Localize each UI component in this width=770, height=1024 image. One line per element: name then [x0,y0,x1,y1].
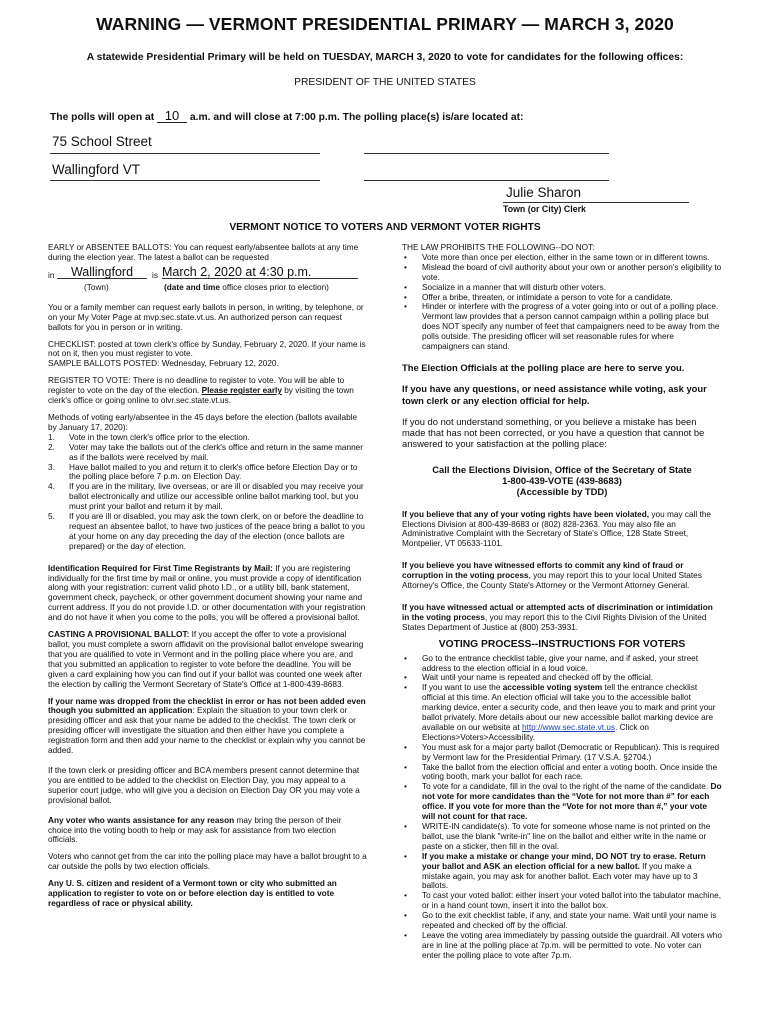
prohibits-title: THE LAW PROHIBITS THE FOLLOWING--DO NOT: [402,243,595,252]
prohibits-text: Vote more than once per election, either in the same town or in different towns. [422,252,710,262]
polls-suffix: a.m. and will close at 7:00 p.m. The polling place(s) is/are located at: [189,112,524,123]
voting-step-text: Go to the exit checklist table, if any, and state your name. Wait until your name is repeated and checked off by the official. [422,911,717,931]
methods-item [48,433,367,443]
voting-step [402,891,722,911]
prohibits-text: Socialize in a manner that will disturb other voters. [422,282,606,292]
location-underline-1 [50,153,320,154]
bullet-icon: • [404,742,407,752]
bullet-icon: • [404,762,407,772]
sample-ballots-text: SAMPLE BALLOTS POSTED: Wednesday, February 12, 2020. [48,359,279,369]
notice-title: VERMONT NOTICE TO VOTERS AND VERMONT VOTER RIGHTS [229,222,541,233]
methods-number: 2. [48,442,55,452]
voting-step-text: WRITE-IN candidate(s). To vote for someone whose name is not printed on the ballot, use the blank "write-in" line on the ballot and either write in the name or paste on a sticker, then fill in the oval. [422,822,711,851]
discrimination-body: , you may report this to the Civil Rights Division of the United States Department of Justice at (800) 253-3931. [402,612,707,632]
register-part-c: by visiting the town clerk's office or going online to olvr.sec.state.vt.us. [48,386,354,406]
identification-body: If you are registering individually for the first time by mail or online, you must provide a copy of identification along with your registration: current valid photo I.D., or a utility bill, bank statement, government check, paycheck, or other government document showing your name and current address. If you do not provide I.D. or other documentation with your registration and do not have it when you come to the polls, you will be offered a provisional ballot. [48,563,366,623]
intro-text: A statewide Presidential Primary will be held on TUESDAY, MARCH 3, 2020 to vote for candidates for the following offices: [86,52,684,63]
dropped-text [48,697,367,756]
methods-text: If you are ill or disabled, you may ask the town clerk, on or before the deadline to request an absentee ballot, to have two justices of the peace bring a ballot to you at your home on any day preceding the day of the election (once ballots are prepared) or the day of election. [69,512,365,551]
is-word: is [152,270,158,280]
register-text [48,376,367,406]
assistance-heading: Any voter who wants assistance for any reason [48,815,235,825]
deadline-row [48,264,367,283]
voting-step-text: To cast your voted ballot: either insert your voted ballot into the tabulator machine, or in a hand count town, insert it into the ballot box. [422,891,722,911]
prohibits-item [402,293,722,303]
voting-step-text: Leave the voting area immediately by passing outside the guardrail. All voters who are in line at the polling place at 7p.m. will be permitted to vote. No voter can enter the polling place to vote after 7p.m. [422,930,722,960]
bullet-icon: • [404,252,407,262]
rights-violated-text [402,510,722,550]
voting-step-text: tell the entrance checklist official at this time. An election official will take you to the accessible ballot marking device, enter a security code, and then leave you to mark and print your ballot privately. More details about our new accessible ballot marking device are available on our website at [422,683,716,732]
location-underline-2 [364,153,609,154]
register-part-a: REGISTER TO VOTE: There is no deadline to register to vote. You will be able to register to vote on the day of the election. [48,376,345,396]
voting-step [402,782,722,822]
not-understand-text: If you do not understand something, or you believe a mistake has been made that has not been corrected, or you have a question that cannot be answered to your satisfaction at the polling place: [402,415,705,450]
left-column [48,243,367,916]
methods-list [48,433,367,552]
bullet-icon: • [404,822,407,832]
bullet-icon: • [404,302,407,312]
location-line2[interactable]: Wallingford VT [52,162,141,177]
voting-step [402,852,722,892]
bullet-icon: • [404,782,407,792]
office-text: PRESIDENT OF THE UNITED STATES [294,77,476,88]
bullet-icon: • [404,653,407,663]
officials-help: The Election Officials at the polling place are here to serve you. [402,361,685,373]
discrimination-text [402,603,722,633]
assistance-body: may bring the person of their choice into the voting booth to help or may ask for assistance from two election officials. [48,815,342,845]
rights-violated-body: you may call the Elections Division at 800-439-8683 or (802) 828-2363. You may also file an Administrative Complaint with the Secretary of State's Office, 128 State Street, Montpelier, VT 05633-1101. [402,509,711,549]
bullet-icon: • [404,262,407,272]
voting-steps-list [402,654,722,961]
call-tdd: (Accessible by TDD) [516,486,608,498]
bullet-icon: • [404,911,407,921]
rights-violated-heading: If you believe that any of your voting rights have been violated, [402,509,650,519]
methods-intro: Methods of voting early/absentee in the 45 days before the election (ballots available by January 17, 2020): [48,412,358,432]
mistake-warning: If you make a mistake or change your mind, DO NOT try to erase. Return your ballot and ASK an election official for a new ballot. [422,851,706,871]
methods-number: 3. [48,462,55,472]
deadline-caption-rest: office closes prior to election) [219,282,329,292]
clerk-label: Town (or City) Clerk [503,204,586,214]
register-early-emphasis: Please register early [201,386,282,396]
deadline-caption-bold: (date and time [164,282,220,292]
voting-step [402,743,722,763]
voting-step-text: If you make a mistake again, you may ask for another ballot. Each voter may have up to 3 ballots. [422,861,698,891]
call-phone: 1-800-439-VOTE (439-8683) [502,475,622,487]
prohibits-list [402,253,722,352]
voting-step [402,683,722,742]
clerk-name[interactable]: Julie Sharon [506,185,582,200]
bullet-icon: • [404,282,407,292]
voting-step [402,673,722,683]
methods-item [48,512,367,552]
polls-line [50,110,523,123]
provisional-text [48,630,367,689]
document-title: WARNING — VERMONT PRESIDENTIAL PRIMARY — MARCH 3, 2020 [96,14,674,34]
methods-text: Have ballot mailed to you and return it to clerk's office before Election Day or to the polling place before 7 p.m. on Election Day. [69,462,358,482]
bullet-icon: • [404,673,407,683]
bullet-icon: • [404,891,407,901]
fraud-text [402,561,722,591]
voting-step [402,654,722,674]
voting-process-title: VOTING PROCESS--INSTRUCTIONS FOR VOTERS [438,638,686,650]
car-text: Voters who cannot get from the car into the polling place may have a ballot brought to a car outside the polls by two election officials. [48,852,367,872]
bullet-icon: • [404,292,407,302]
location-underline-3 [50,180,320,181]
methods-number: 5. [48,512,55,522]
dropped-body: : Explain the situation to your town clerk or presiding officer and ask that your name be added to the checklist. The town clerk or presiding officer will investigate the situation and then either have you complete a registration form and then add your name to the checklist or explain why you cannot be added. [48,706,366,756]
fraud-heading: If you believe you have witnessed efforts to commit any kind of fraud or corruption in the voting process [402,561,684,581]
call-line-1: Call the Elections Division, Office of the Secretary of State [432,463,692,475]
clerk-signature-line [503,202,689,203]
open-time-field[interactable]: 10 [157,110,187,123]
voting-step [402,911,722,931]
discrimination-heading: If you have witnessed actual or attempted acts of discrimination or intimidation in the voting process [402,602,713,622]
prohibits-text: Offer a bribe, threaten, or intimidate a person to vote for a candidate. [422,292,673,302]
fraud-body: , you may report this to your local United States Attorney's Office, the County State's Attorney or the Vermont Attorney General. [402,571,702,591]
overvote-warning: Do not vote for more candidates than the “Vote for not more than #” for each office. If you vote for more than the “Vote for not more than #,” your vote will not count for that race. [422,782,722,822]
voting-step-text: If you want to use the [422,683,503,693]
bullet-icon: • [404,683,407,693]
bca-text: If the town clerk or presiding officer and BCA members present cannot determine that you are entitled to be added to the checklist on Election Day, you may appeal to a superior court judge, who will give you a decision on Election Day OR you may vote a provisional ballot. [48,765,360,805]
deadline-captions [48,283,367,297]
identification-heading: Identification Required for First Time Registrants by Mail: [48,563,273,573]
call-elections-block [402,464,722,498]
prohibits-item [402,263,722,283]
right-column [402,243,722,968]
voting-step-text: Take the ballot from the election official and enter a voting booth. Once inside the voting booth, mark your ballot for each race. [422,762,718,782]
methods-number: 4. [48,482,55,492]
prohibits-text: Hinder or interfere with the progress of a voter going into or out of a polling place. Vermont law provides that a person cannot campaign within a polling place but does NOT specify any number of feet that campaigners need to be away from the polls outside. The presiding officer will set reasonable rules for where campaigners can stand. [422,302,720,352]
deadline-caption [164,283,329,293]
voting-step-text: You must ask for a major party ballot (Democratic or Republican). This is required by Vermont law for the Presidential Primary. (17 V.S.A. §2704.) [422,742,720,762]
accessible-voting-emphasis: accessible voting system [502,683,603,693]
questions-text: If you have any questions, or need assistance while voting, ask your town clerk or any election official for help. [402,383,707,406]
deadline-field[interactable]: March 2, 2020 at 4:30 p.m. [162,266,358,279]
citizen-text: Any U. S. citizen and resident of a Vermont town or city who submitted an application to register to vote on or before election day is entitled to vote regardless of race or physical ability. [48,879,337,908]
location-underline-4 [364,180,609,181]
location-line1[interactable]: 75 School Street [52,134,152,149]
methods-number: 1. [48,432,55,442]
polls-prefix: The polls will open at [50,112,155,123]
in-word: in [48,270,55,280]
voting-step [402,822,722,852]
voting-step-text: To vote for a candidate, fill in the oval to the right of the name of the candidate. [422,782,711,792]
prohibits-item [402,302,722,352]
voting-step-text: . Click on Elections>Voters>Accessibility. [422,722,650,742]
checklist-text: CHECKLIST: posted at town clerk's office by Sunday, February 2, 2020. If your name is not on it, then you must register to vote. [48,339,366,359]
early-ballots-text: EARLY or ABSENTEE BALLOTS: You can request early/absentee ballots at any time during the election year. The latest a ballot can be requested [48,243,359,262]
provisional-body: If you accept the offer to vote a provisional ballot, you must complete a sworn affidavit on the provisional ballot envelope swearing that you are qualified to vote in Vermont and in the polling place where you are, and that you submitted an application to register to vote before the deadline. You will be given a card explaining how you can find out if your ballot was counted one week after the election by calling the Vermont Secretary of State's Office at 1-800-439-8683. [48,630,364,689]
methods-item [48,482,367,512]
prohibits-item [402,253,722,263]
town-field[interactable]: Wallingford [57,266,147,279]
family-request-text: You or a family member can request early ballots in person, in writing, by telephone, or on your My Voter Page at mvp.sec.state.vt.us. An authorized person can request ballots for you in person or in writing. [48,302,364,332]
voting-step-text: Go to the entrance checklist table, give your name, and if asked, your street address to the election official in a loud voice. [422,653,699,673]
prohibits-text: Mislead the board of civil authority about your own or another person's eligibility to vote. [422,262,722,282]
voting-step [402,763,722,783]
dropped-heading: If your name was dropped from the checklist in error or has not been added even though you submitted an application [48,696,366,716]
methods-item [48,463,367,483]
bullet-icon: • [404,851,407,861]
sos-website-link[interactable]: http://www.sec.state.vt.us [521,722,616,732]
voting-step-text: Wait until your name is repeated and checked off by the official. [422,673,653,683]
identification-text [48,564,367,623]
methods-item [48,443,367,463]
bullet-icon: • [404,930,407,940]
prohibits-item [402,283,722,293]
town-caption: (Town) [84,282,109,292]
provisional-heading: CASTING A PROVISIONAL BALLOT: [48,630,190,640]
voting-step [402,931,722,961]
assistance-text [48,816,367,846]
methods-text: Voter may take the ballots out of the clerk's office and return in the same manner as if the ballots were received by mail. [69,442,363,462]
methods-text: If you are in the military, live overseas, or are ill or disabled you may receive your ballot electronically and utilize our accessible online ballot marking tool, but you must print your ballot and return it by mail. [69,482,364,512]
methods-text: Vote in the town clerk's office prior to the election. [69,432,250,442]
